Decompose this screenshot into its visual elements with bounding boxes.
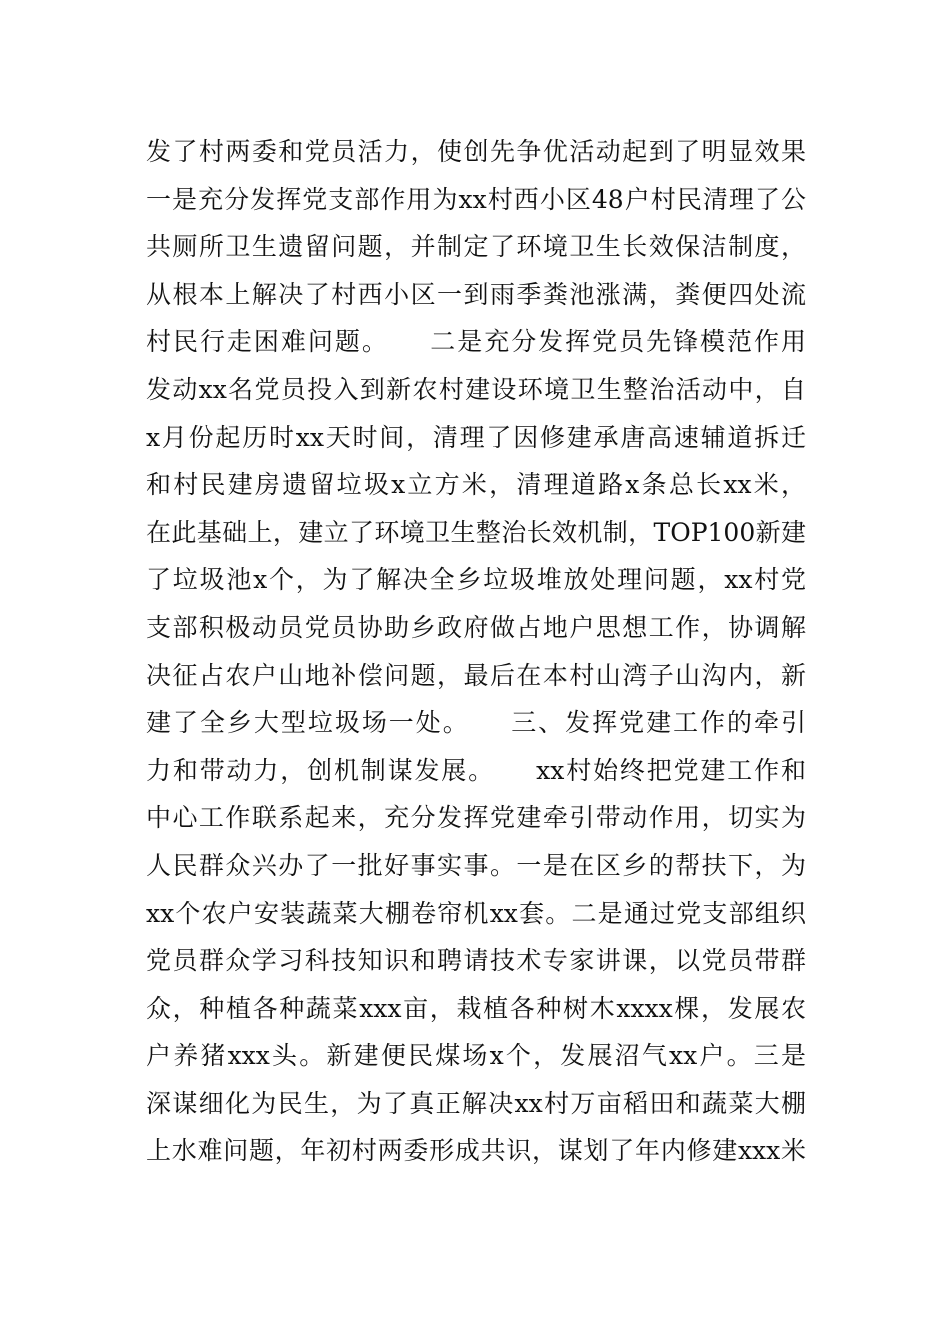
text-line: 党员群众学习科技知识和聘请技术专家讲课，以党员带群 — [146, 946, 806, 976]
text-line: 共厕所卫生遗留问题，并制定了环境卫生长效保洁制度， — [146, 232, 806, 262]
text-line: 力和带动力，创机制谋发展。 xx村始终把党建工作和 — [146, 755, 806, 785]
body-text — [146, 128, 806, 1175]
text-line: 发动xx名党员投入到新农村建设环境卫生整治活动中，自 — [146, 374, 806, 404]
text-line: 支部积极动员党员协助乡政府做占地户思想工作，协调解 — [146, 612, 806, 642]
text-line: 上水难问题，年初村两委形成共识，谋划了年内修建xxx米 — [146, 1136, 806, 1166]
text-line: 从根本上解决了村西小区一到雨季粪池涨满，粪便四处流 — [146, 279, 806, 309]
text-line: xx个农户安装蔬菜大棚卷帘机xx套。二是通过党支部组织 — [146, 898, 806, 928]
text-line: 人民群众兴办了一批好事实事。一是在区乡的帮扶下，为 — [146, 850, 806, 880]
text-line: 和村民建房遗留垃圾x立方米，清理道路x条总长xx米， — [146, 470, 806, 500]
text-line: 中心工作联系起来，充分发挥党建牵引带动作用，切实为 — [146, 803, 806, 833]
text-line: 众，种植各种蔬菜xxx亩，栽植各种树木xxxx棵，发展农 — [146, 993, 806, 1023]
text-line: 深谋细化为民生，为了真正解决xx村万亩稻田和蔬菜大棚 — [146, 1088, 806, 1118]
text-line: 建了全乡大型垃圾场一处。 三、发挥党建工作的牵引 — [146, 708, 806, 738]
text-line: 村民行走困难问题。 二是充分发挥党员先锋模范作用 — [146, 327, 806, 357]
text-line: 一是充分发挥党支部作用为xx村西小区48户村民清理了公 — [146, 184, 806, 214]
text-line: 发了村两委和党员活力，使创先争优活动起到了明显效果 — [146, 137, 806, 166]
text-line: 在此基础上，建立了环境卫生整治长效机制，TOP100新建 — [146, 517, 806, 547]
text-line: 决征占农户山地补偿问题，最后在本村山湾子山沟内，新 — [146, 660, 806, 690]
text-line: x月份起历时xx天时间，清理了因修建承唐高速辅道拆迁 — [146, 422, 806, 452]
text-line: 了垃圾池x个，为了解决全乡垃圾堆放处理问题，xx村党 — [146, 565, 806, 595]
text-line: 户养猪xxx头。新建便民煤场x个，发展沼气xx户。三是 — [146, 1041, 806, 1071]
